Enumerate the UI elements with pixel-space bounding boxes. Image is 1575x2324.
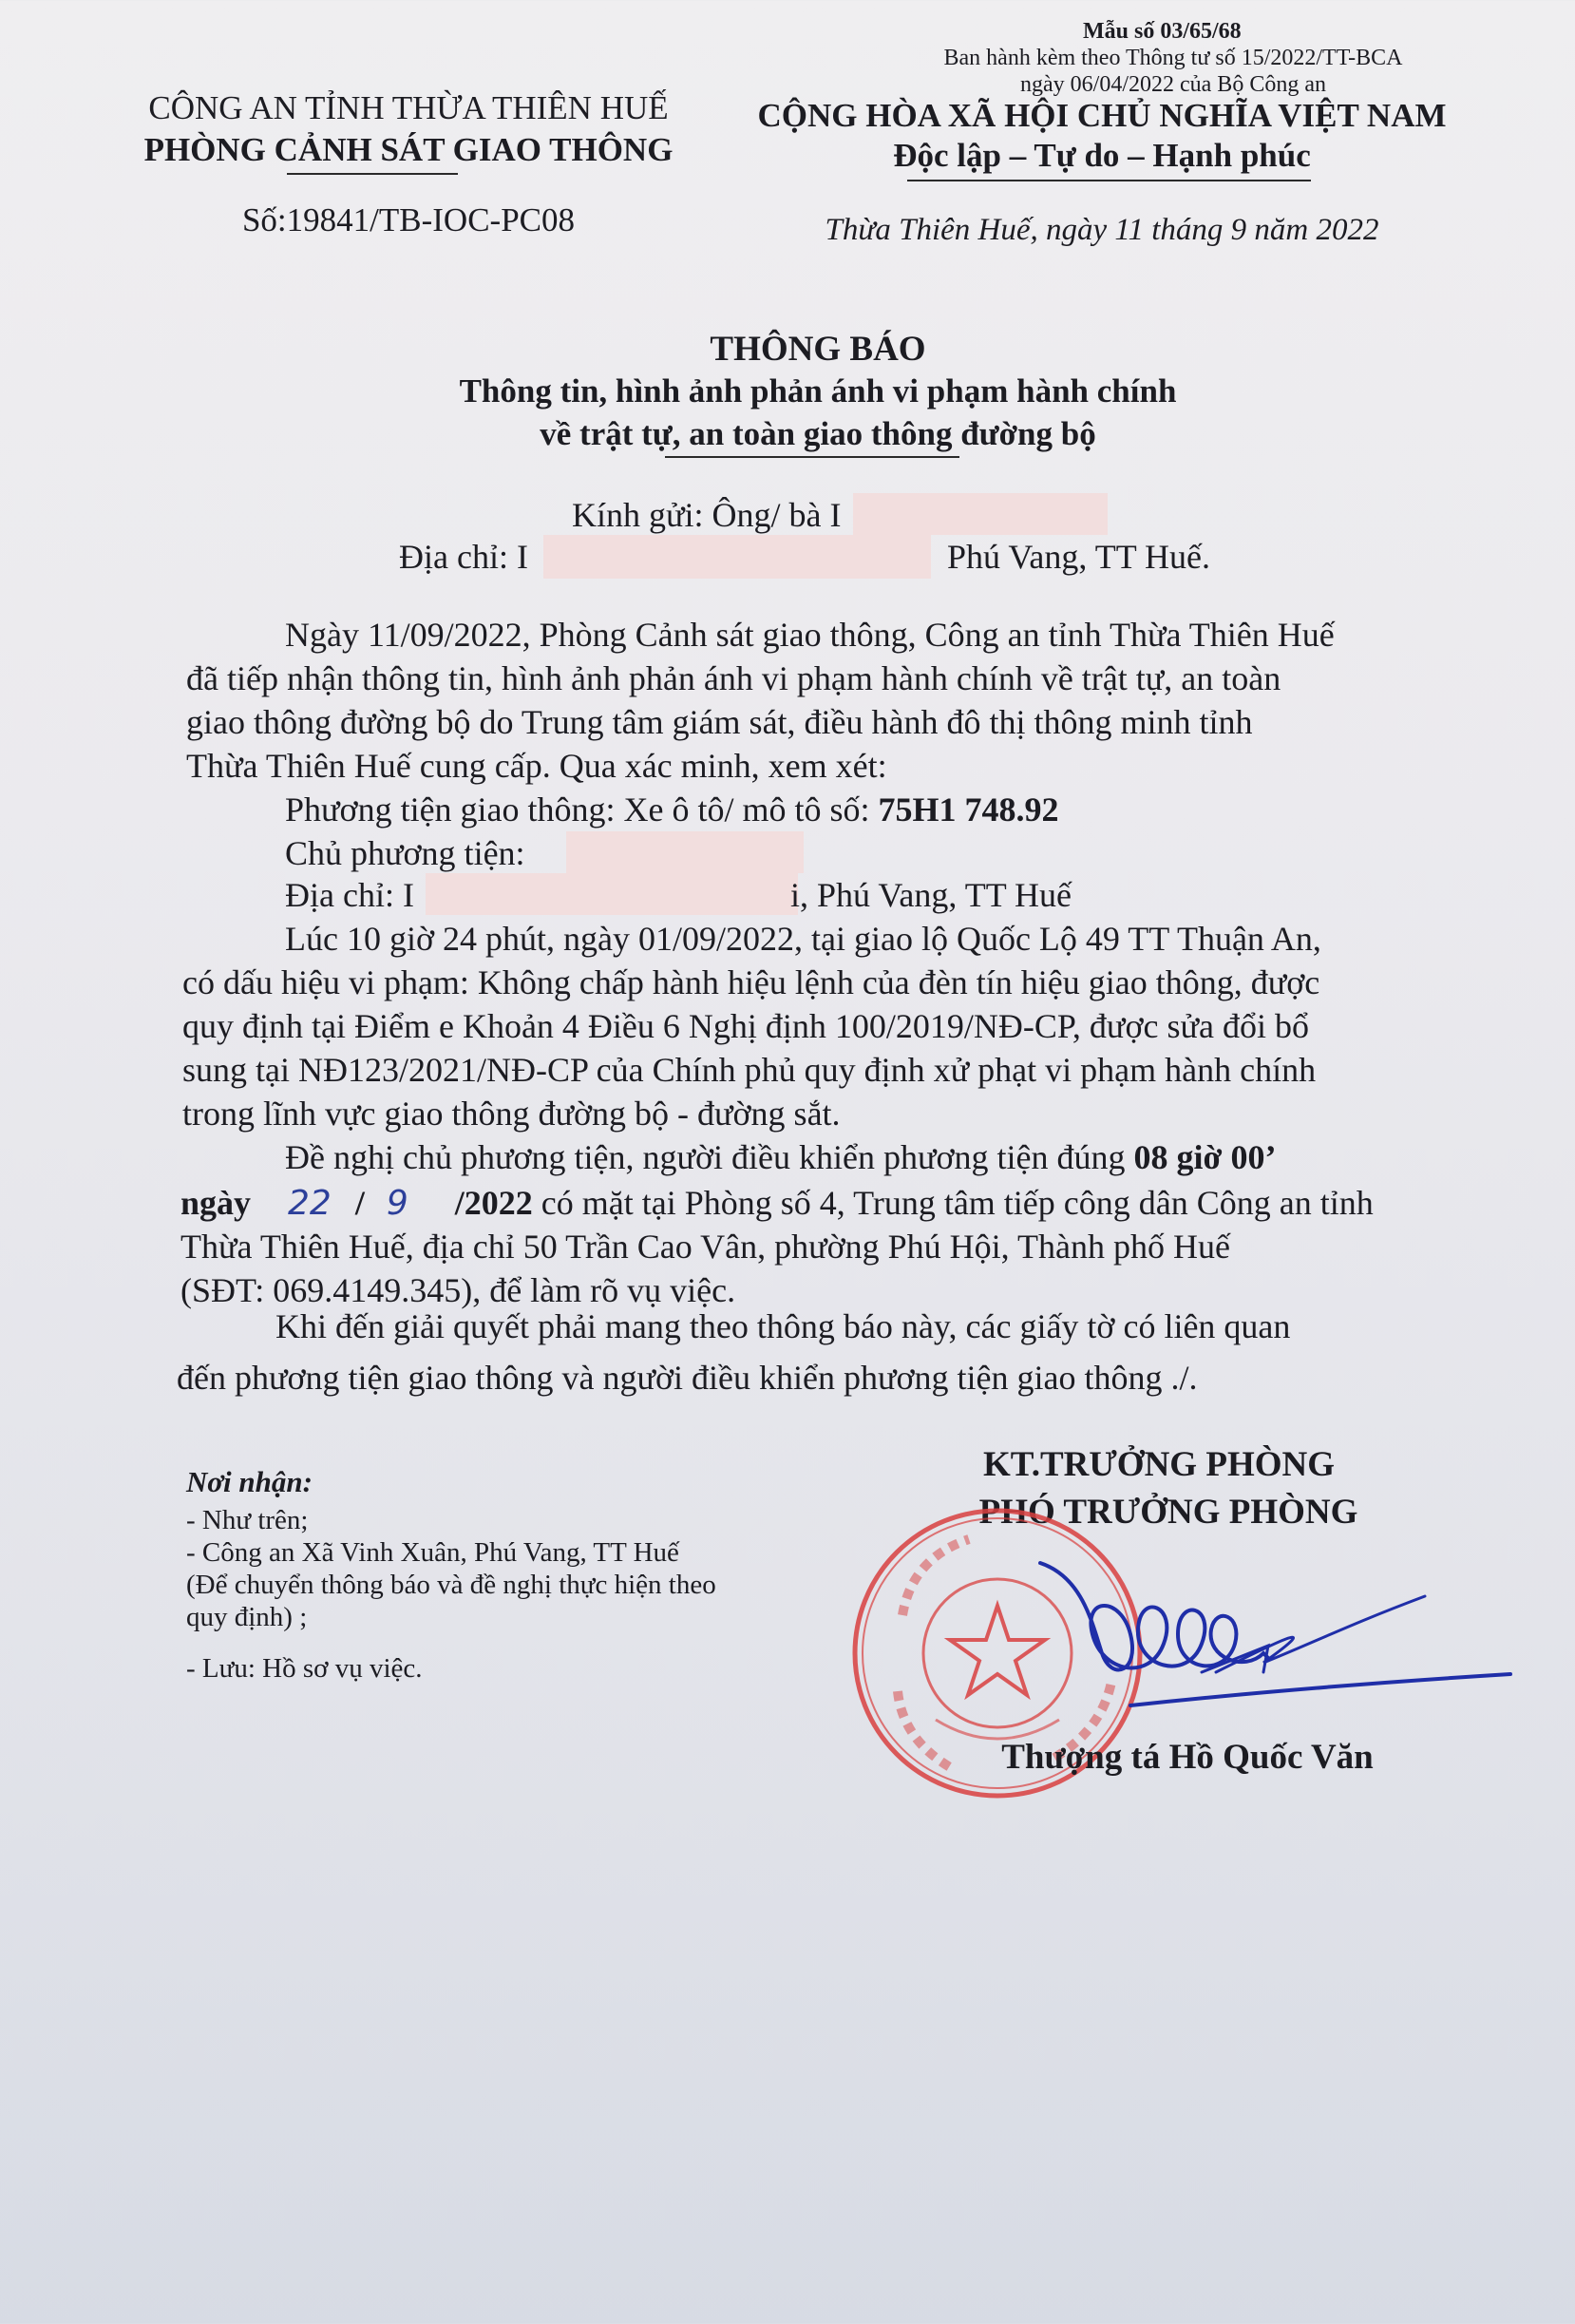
form-number: Mẫu số 03/65/68 <box>1083 19 1242 44</box>
p1-line-4: Thừa Thiên Huế cung cấp. Qua xác minh, xem xét: <box>186 747 887 785</box>
p2-line-3: quy định tại Điểm e Khoản 4 Điều 6 Nghị định 100/2019/NĐ-CP, được sửa đổi bổ <box>182 1007 1309 1045</box>
recipient-address-label: Địa chỉ: I <box>399 538 528 576</box>
p4-line-2: đến phương tiện giao thông và người điều khiển phương tiện giao thông ./. <box>177 1359 1198 1397</box>
appointment-place: có mặt tại Phòng số 4, Trung tâm tiếp công dân Công an tỉnh <box>532 1184 1374 1222</box>
handwritten-signature <box>1026 1539 1520 1739</box>
vehicle-line <box>285 790 1059 829</box>
recipient-item-1: - Như trên; <box>186 1505 309 1535</box>
owner-label: Chủ phương tiện: <box>285 834 525 872</box>
agency-name: PHÒNG CẢNH SÁT GIAO THÔNG <box>143 131 674 168</box>
agency-underline <box>287 173 458 175</box>
signer-role-2: PHÓ TRƯỞNG PHÒNG <box>978 1493 1358 1532</box>
form-issued-with: Ban hành kèm theo Thông tư số 15/2022/TT-BCA <box>943 46 1403 70</box>
form-issued-date: ngày 06/04/2022 của Bộ Công an <box>1020 72 1326 97</box>
redaction-owner-name <box>566 831 804 873</box>
p1-line-2: đã tiếp nhận thông tin, hình ảnh phản ánh vi phạm hành chính về trật tự, an toàn <box>186 659 1281 697</box>
signer-name: Thượng tá Hồ Quốc Văn <box>1001 1738 1374 1777</box>
p3-line-1 <box>285 1137 1276 1177</box>
p2-line-2: có dấu hiệu vi phạm: Không chấp hành hiệu lệnh của đèn tín hiệu giao thông, được <box>182 963 1320 1001</box>
redaction-owner-address <box>426 873 798 915</box>
document-title: THÔNG BÁO <box>710 330 926 369</box>
recipients-heading: Nơi nhận: <box>186 1465 313 1498</box>
p2-line-1: Lúc 10 giờ 24 phút, ngày 01/09/2022, tại giao lộ Quốc Lộ 49 TT Thuận An, <box>285 920 1321 958</box>
signer-role-1: KT.TRƯỞNG PHÒNG <box>983 1445 1335 1484</box>
p1-line-3: giao thông đường bộ do Trung tâm giám sát, điều hành đô thị thông minh tỉnh <box>186 703 1253 741</box>
appointment-time: 08 giờ 00’ <box>1133 1138 1277 1176</box>
owner-address-tail: i, Phú Vang, TT Huế <box>790 876 1072 914</box>
p1-line-1: Ngày 11/09/2022, Phòng Cảnh sát giao thông, Công an tỉnh Thừa Thiên Huế <box>285 616 1335 654</box>
appointment-day-label: ngày <box>180 1184 252 1222</box>
p2-line-4: sung tại NĐ123/2021/NĐ-CP của Chính phủ quy định xử phạt vi phạm hành chính <box>182 1051 1317 1089</box>
country-name: CỘNG HÒA XÃ HỘI CHỦ NGHĨA VIỆT NAM <box>757 97 1447 134</box>
recipient-item-5: - Lưu: Hồ sơ vụ việc. <box>186 1653 423 1684</box>
license-plate: 75H1 748.92 <box>878 791 1059 829</box>
place-date: Thừa Thiên Huế, ngày 11 tháng 9 năm 2022 <box>825 213 1379 247</box>
p3-line-3: Thừa Thiên Huế, địa chỉ 50 Trần Cao Vân, phường Phú Hội, Thành phố Huế <box>180 1228 1230 1266</box>
agency-parent: CÔNG AN TỈNH THỪA THIÊN HUẾ <box>148 89 669 126</box>
redaction-recipient-address <box>543 535 931 579</box>
title-line-1: Thông tin, hình ảnh phản ánh vi phạm hành chính <box>459 372 1177 410</box>
appointment-month-handwritten: 9 <box>386 1184 408 1223</box>
appointment-day-handwritten: 22 <box>288 1184 332 1223</box>
appointment-year: /2022 <box>454 1184 533 1222</box>
appointment-slash: / <box>354 1184 365 1222</box>
p3-line-4: (SĐT: 069.4149.345), để làm rõ vụ việc. <box>180 1271 736 1309</box>
recipient-item-4: quy định) ; <box>186 1602 308 1632</box>
recipient-address-tail: Phú Vang, TT Huế. <box>947 538 1211 576</box>
title-line-2: về trật tự, an toàn giao thông đường bộ <box>540 415 1096 452</box>
p3-request: Đề nghị chủ phương tiện, người điều khiển phương tiện đúng <box>285 1138 1134 1176</box>
title-underline <box>665 456 959 458</box>
owner-address-label: Địa chỉ: I <box>285 876 414 914</box>
recipient-item-3: (Để chuyển thông báo và đề nghị thực hiện theo <box>186 1570 716 1600</box>
redaction-recipient-name <box>853 493 1108 535</box>
slogan-underline <box>907 180 1311 181</box>
p2-line-5: trong lĩnh vực giao thông đường bộ - đường sắt. <box>182 1095 841 1133</box>
recipient-to: Kính gửi: Ông/ bà I <box>572 496 842 534</box>
country-slogan: Độc lập – Tự do – Hạnh phúc <box>893 137 1311 174</box>
vehicle-label: Phương tiện giao thông: Xe ô tô/ mô tô số: <box>285 791 879 829</box>
p3-line-2 <box>180 1183 1374 1223</box>
recipient-item-2: - Công an Xã Vinh Xuân, Phú Vang, TT Huế <box>186 1537 679 1568</box>
p4-line-1: Khi đến giải quyết phải mang theo thông báo này, các giấy tờ có liên quan <box>275 1307 1291 1345</box>
document-number: Số:19841/TB-IOC-PC08 <box>241 201 576 238</box>
